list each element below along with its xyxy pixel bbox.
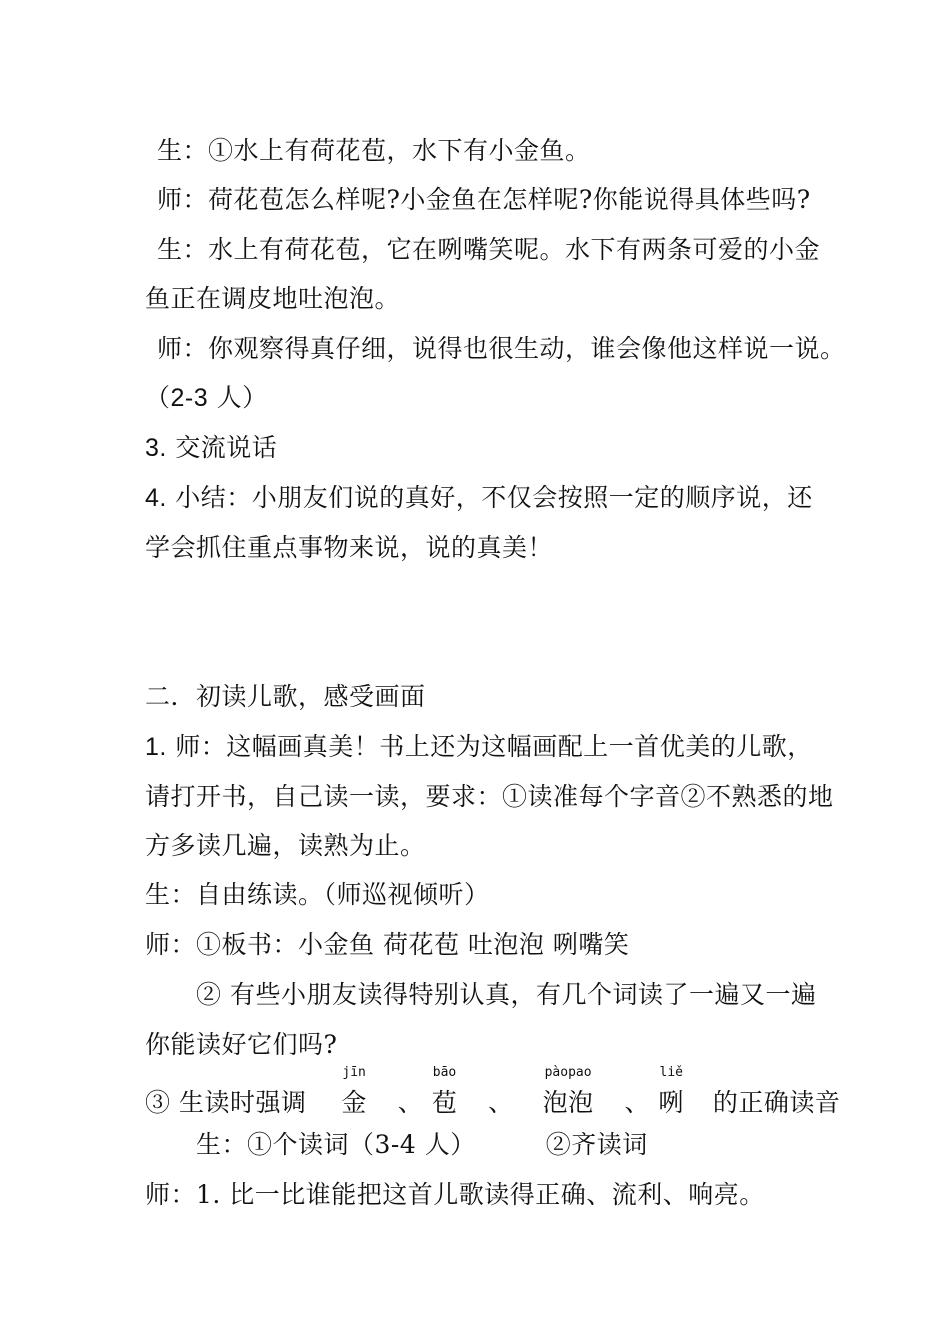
board-writing-line: 师：①板书：小金鱼 荷花苞 吐泡泡 咧嘴笑	[145, 930, 630, 959]
dialogue-line-5: 师：你观察得真仔细，说得也很生动，谁会像他这样说一说。	[157, 334, 846, 363]
dialogue-line-2: 师：荷花苞怎么样呢?小金鱼在怎样呢?你能说得具体些吗?	[157, 185, 811, 214]
teacher-line-1	[145, 732, 813, 762]
group-reading: ②齐读词	[545, 1130, 648, 1159]
pinyin-jin: jīn	[342, 1065, 366, 1080]
pinyin-emphasis-line	[145, 1065, 841, 1118]
separator: 、	[624, 1088, 651, 1117]
teacher-final-line: 师：1. 比一比谁能把这首儿歌读得正确、流利、响亮。	[145, 1180, 765, 1209]
dialogue-line-3: 生：水上有荷花苞，它在咧嘴笑呢。水下有两条可爱的小金	[157, 235, 821, 264]
step-text: 交流说话	[166, 433, 278, 462]
count-range: 2-3	[170, 384, 209, 412]
question-line: 你能读好它们吗?	[145, 1030, 338, 1059]
step-3-line	[145, 433, 277, 463]
step-number: 3.	[145, 434, 167, 462]
dialogue-line-1: 生：①水上有荷花苞，水下有小金鱼。	[157, 136, 591, 165]
emphasis-start: ③ 生读时强调	[145, 1088, 307, 1117]
emphasis-end: 的正确读音	[712, 1088, 841, 1117]
step-4-line	[145, 483, 813, 513]
section-heading: 二．初读儿歌，感受画面	[145, 682, 426, 711]
individual-reading: 生：①个读词（3-4 人）	[196, 1130, 476, 1159]
teacher-line-2: 请打开书，自己读一读，要求：①读准每个字音②不熟悉的地	[145, 782, 834, 811]
paren-rest: 人）	[208, 383, 268, 412]
dialogue-line-4: 鱼正在调皮地吐泡泡。	[145, 284, 401, 313]
step-text: 师：这幅画真美！书上还为这幅画配上一首优美的儿歌，	[166, 732, 813, 761]
pinyin-lie: liě	[659, 1065, 683, 1080]
ruby-word-bao: bāo 苞	[431, 1065, 458, 1117]
pinyin-bao: bāo	[432, 1065, 457, 1080]
separator: 、	[488, 1088, 514, 1117]
indented-line: ② 有些小朋友读得特别认真，有几个词读了一遍又一遍	[196, 980, 817, 1009]
step-number: 4.	[145, 484, 167, 512]
ruby-word-paopao: pàopao 泡泡	[542, 1065, 594, 1117]
pinyin-paopao: pàopao	[544, 1065, 592, 1080]
student-practice-line: 生：自由练读。（师巡视倾听）	[145, 880, 490, 909]
paren-open: （	[145, 383, 171, 412]
ruby-word-lie: liě 咧	[658, 1065, 684, 1117]
step-number: 1.	[145, 733, 167, 761]
step-text: 小结：小朋友们说的真好，不仅会按照一定的顺序说，还	[166, 483, 813, 512]
ruby-word-jin: jīn 金	[341, 1065, 367, 1117]
separator: 、	[397, 1088, 424, 1117]
student-reading-line	[196, 1130, 648, 1160]
summary-line: 学会抓住重点事物来说，说的真美！	[145, 533, 554, 562]
teacher-line-3: 方多读几遍，读熟为止。	[145, 831, 426, 860]
dialogue-line-6	[145, 383, 268, 413]
